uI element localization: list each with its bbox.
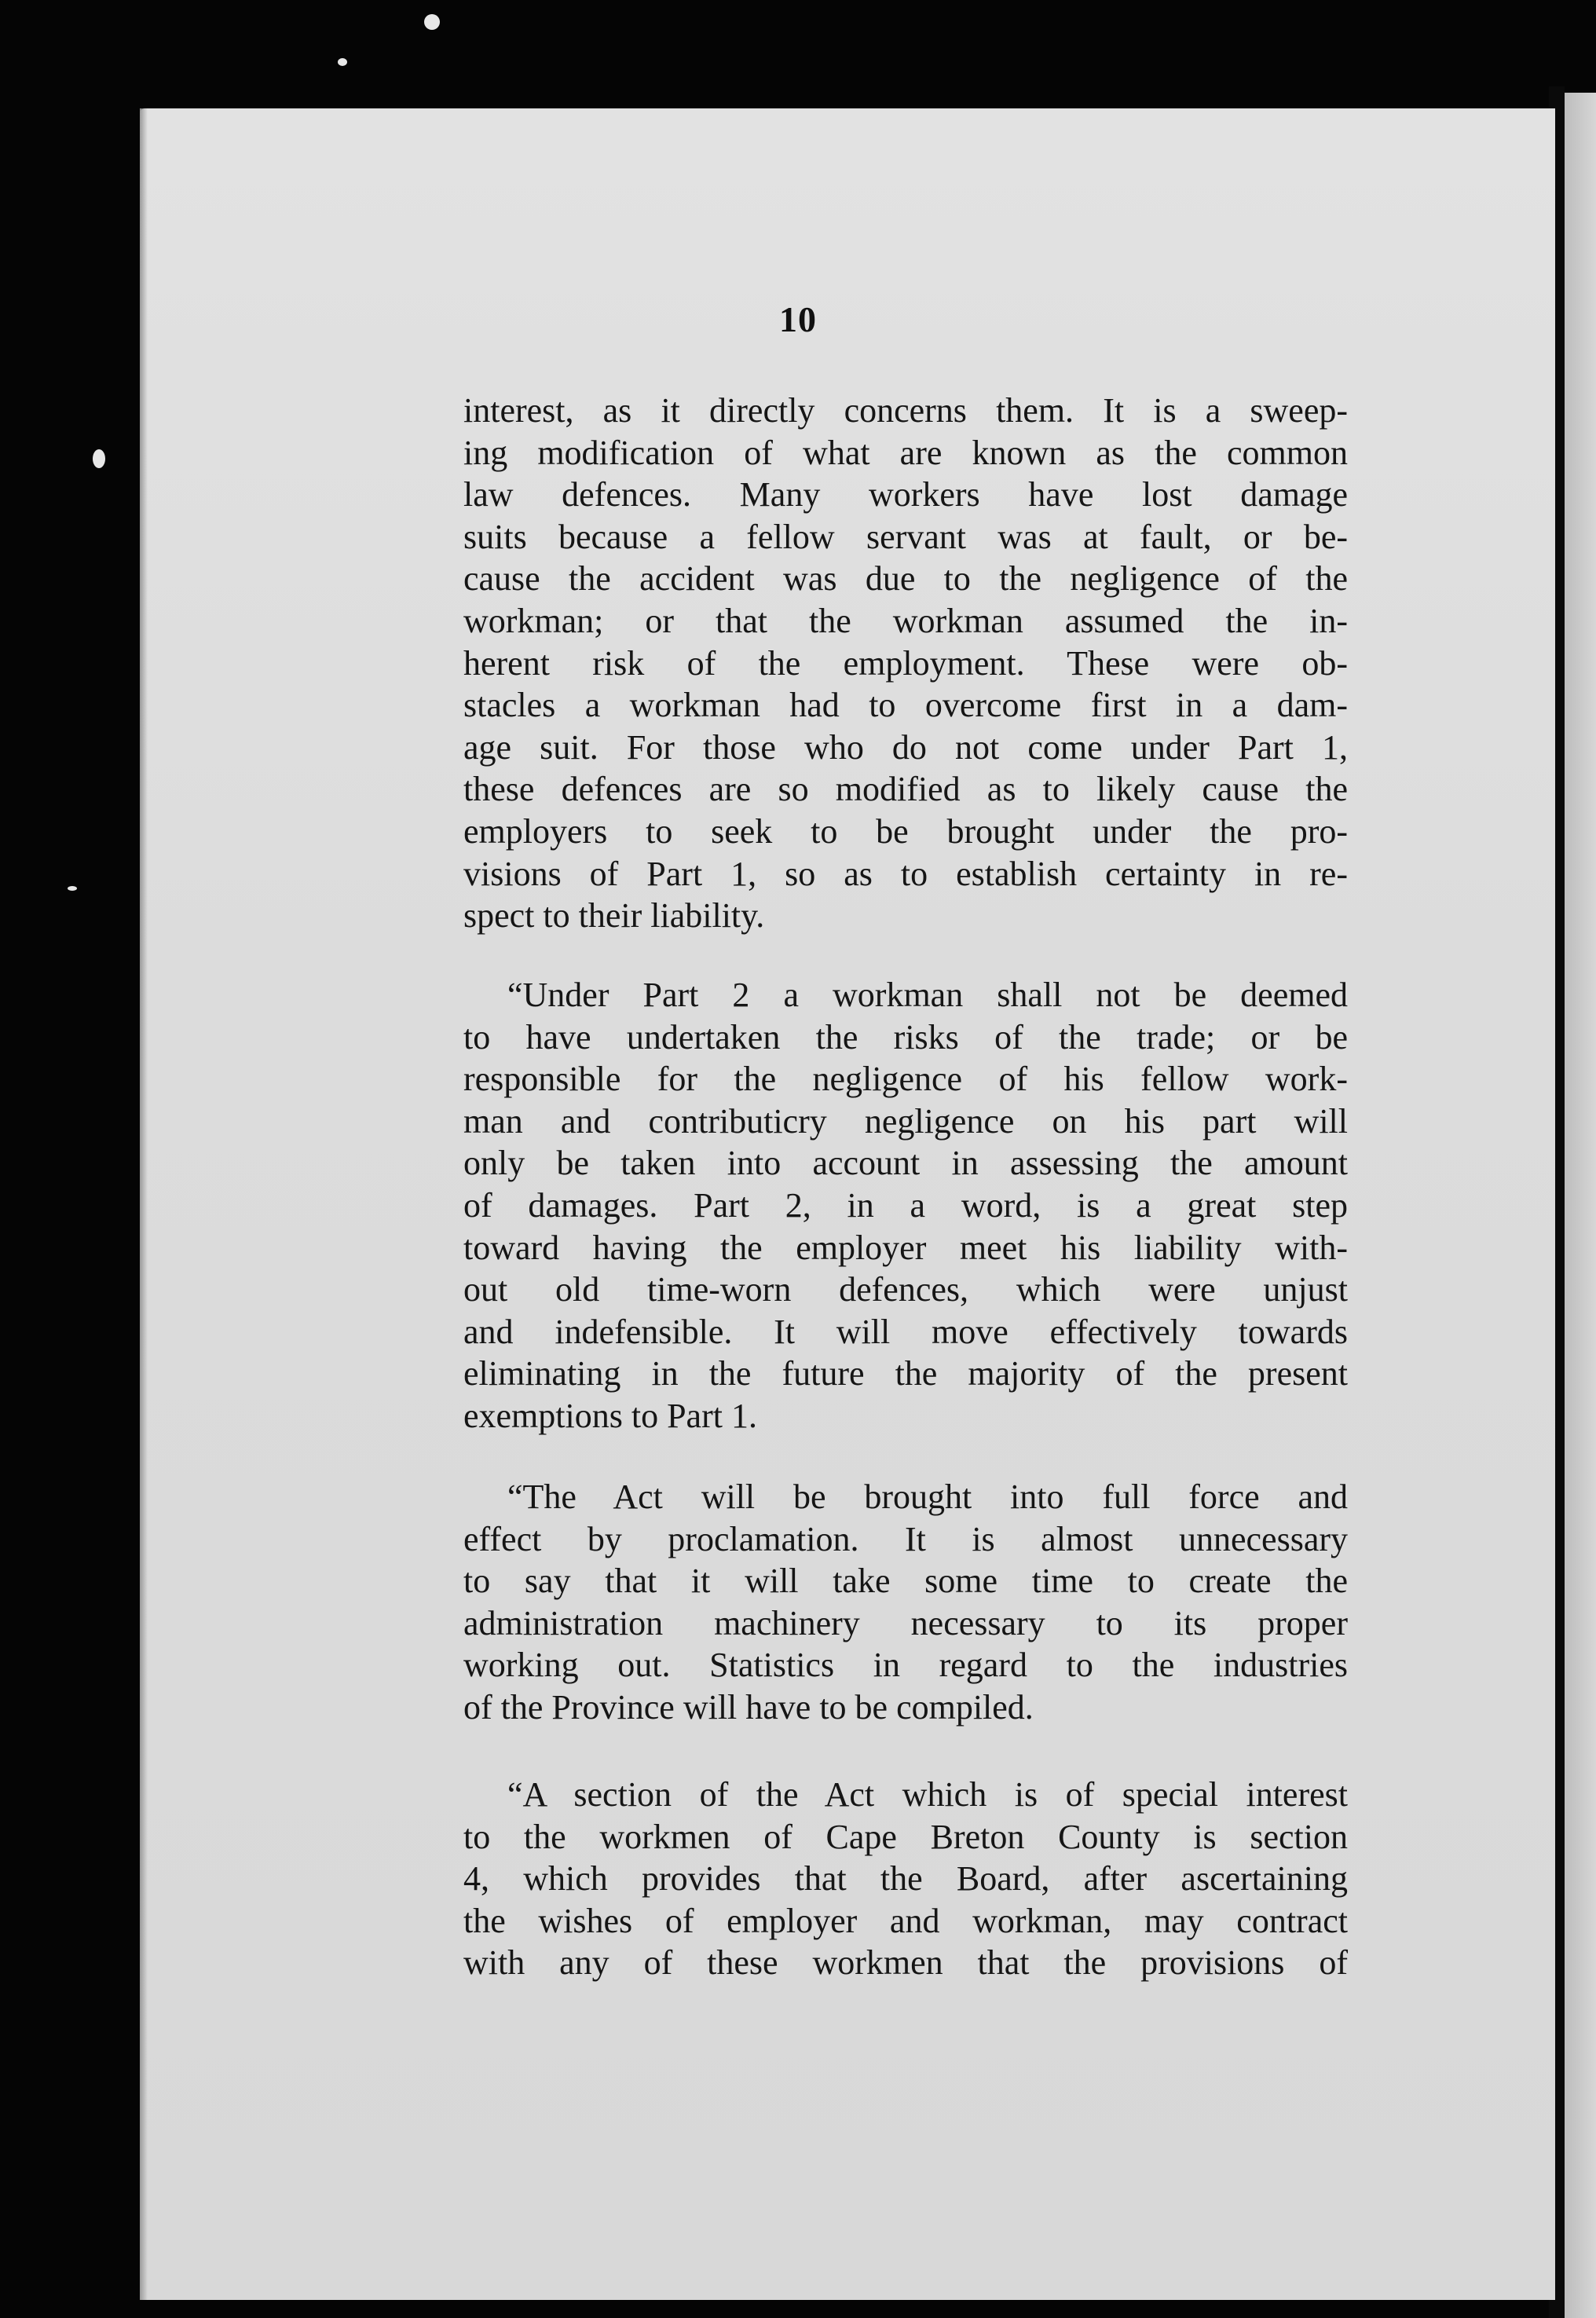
text-line: “Under Part 2 a workman shall not be deemed xyxy=(507,976,1348,1014)
text-line: with any of these workmen that the provisions of xyxy=(463,1943,1348,1983)
text-line: these defences are so modified as to likely cause the xyxy=(463,770,1348,809)
text-line: to have undertaken the risks of the trade; or be xyxy=(463,1017,1348,1056)
paragraph-3 xyxy=(463,1476,1348,1729)
paragraph-2 xyxy=(463,974,1348,1437)
text-line: effect by proclamation. It is almost unnecessary xyxy=(463,1519,1348,1558)
text-line: and indefensible. It will move effectively towards xyxy=(463,1312,1348,1351)
text-line: of damages. Part 2, in a word, is a great step xyxy=(463,1185,1348,1225)
text-line: only be taken into account in assessing the amount xyxy=(463,1144,1348,1183)
text-line: herent risk of the employment. These were ob- xyxy=(463,643,1348,683)
text-line: working out. Statistics in regard to the industries xyxy=(463,1646,1348,1685)
text-line: exemptions to Part 1. xyxy=(463,1396,757,1435)
text-line: workman; or that the workman assumed the in- xyxy=(463,601,1348,640)
page-number: 10 xyxy=(779,299,817,339)
text-line: the wishes of employer and workman, may contract xyxy=(463,1901,1348,1940)
text-line: to say that it will take some time to create the xyxy=(463,1562,1348,1601)
text-line: responsible for the negligence of his fellow work- xyxy=(463,1060,1348,1099)
text-line: man and contributicry negligence on his part will xyxy=(463,1101,1348,1141)
scan-speck xyxy=(338,58,347,66)
scan-speck xyxy=(93,449,105,468)
text-line: suits because a fellow servant was at fault, or be- xyxy=(463,517,1348,556)
facing-page-edge xyxy=(1565,93,1596,2318)
text-line: law defences. Many workers have lost damage xyxy=(463,475,1348,515)
text-line: toward having the employer meet his liability with- xyxy=(463,1228,1348,1267)
text-line: “The Act will be brought into full force and xyxy=(507,1478,1348,1516)
paragraph-1 xyxy=(463,390,1348,937)
text-line: spect to their liability. xyxy=(463,896,765,936)
text-line: age suit. For those who do not come under Part 1, xyxy=(463,727,1348,767)
text-line: cause the accident was due to the negligence of the xyxy=(463,559,1348,599)
scan-speck xyxy=(424,14,440,30)
paragraph-4 xyxy=(463,1774,1348,1984)
text-line: 4, which provides that the Board, after ascertaining xyxy=(463,1859,1348,1899)
text-line: to the workmen of Cape Breton County is section xyxy=(463,1817,1348,1856)
text-line: of the Province will have to be compiled. xyxy=(463,1687,1034,1727)
text-line: out old time-worn defences, which were unjust xyxy=(463,1270,1348,1309)
text-line: eliminating in the future the majority of the present xyxy=(463,1354,1348,1393)
text-line: stacles a workman had to overcome first in a dam- xyxy=(463,686,1348,725)
text-line: visions of Part 1, so as to establish certainty in re- xyxy=(463,854,1348,893)
text-line: interest, as it directly concerns them. It is a sweep- xyxy=(463,391,1348,430)
text-line: “A section of the Act which is of special interest xyxy=(507,1775,1348,1814)
text-line: ing modification of what are known as the common xyxy=(463,433,1348,472)
page-edge-shadow xyxy=(140,108,148,2300)
scan-speck xyxy=(68,886,77,891)
text-line: employers to seek to be brought under the pro- xyxy=(463,811,1348,851)
text-line: administration machinery necessary to its proper xyxy=(463,1603,1348,1642)
